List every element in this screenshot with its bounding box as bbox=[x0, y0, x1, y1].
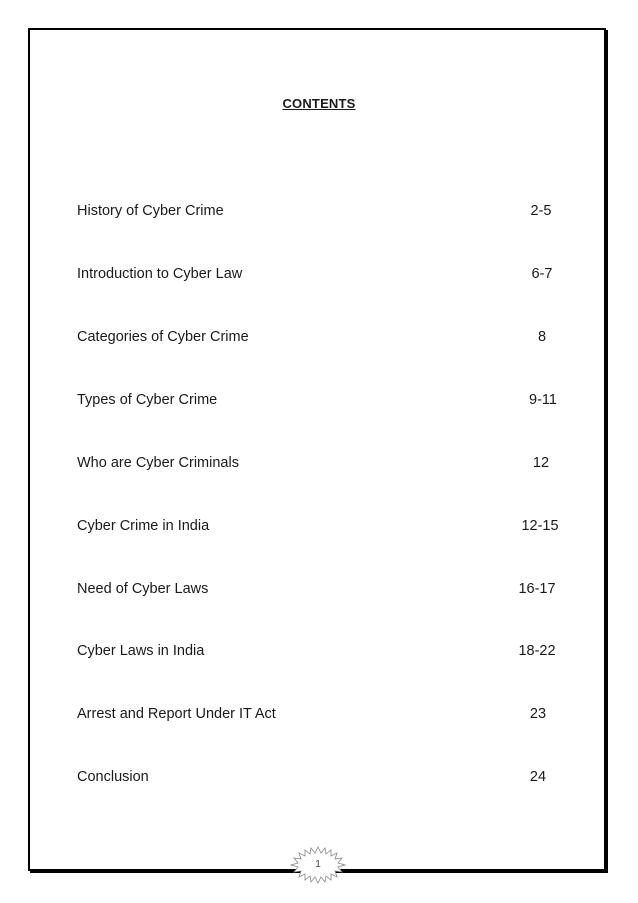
toc-entry-title: Who are Cyber Criminals bbox=[77, 455, 239, 471]
toc-entry-pages: 2-5 bbox=[530, 203, 552, 219]
toc-entry-pages: 24 bbox=[529, 769, 547, 785]
toc-entry bbox=[77, 453, 567, 473]
toc-entry-title: Cyber Laws in India bbox=[77, 643, 205, 659]
toc-entry-title: Need of Cyber Laws bbox=[77, 581, 209, 597]
toc-entry-title: Introduction to Cyber Law bbox=[77, 266, 243, 282]
contents-heading: CONTENTS bbox=[282, 96, 356, 111]
toc-entry-title: History of Cyber Crime bbox=[77, 203, 224, 219]
toc-entry-pages: 12-15 bbox=[521, 518, 559, 534]
toc-entry bbox=[77, 264, 567, 284]
toc-entry-title: Arrest and Report Under IT Act bbox=[77, 706, 276, 722]
toc-entry-title: Types of Cyber Crime bbox=[77, 392, 218, 408]
toc-entry-pages: 23 bbox=[529, 706, 547, 722]
page-number: 1 bbox=[315, 859, 321, 870]
toc-entry bbox=[77, 201, 567, 221]
page-border bbox=[28, 28, 606, 871]
toc-entry bbox=[77, 704, 567, 724]
toc-entry bbox=[77, 390, 567, 410]
toc-entry bbox=[77, 516, 567, 536]
toc-entry-pages: 8 bbox=[537, 329, 547, 345]
toc-entry bbox=[77, 579, 567, 599]
toc-entry-title: Cyber Crime in India bbox=[77, 518, 210, 534]
toc-entry-title: Conclusion bbox=[77, 769, 149, 785]
toc-entry-pages: 9-11 bbox=[529, 392, 557, 408]
page-number-badge bbox=[287, 845, 349, 885]
toc-entry-pages: 6-7 bbox=[531, 266, 553, 282]
toc-entry-pages: 16-17 bbox=[518, 581, 556, 597]
toc-entry bbox=[77, 767, 567, 787]
toc-entry bbox=[77, 641, 567, 661]
toc-entry-pages: 18-22 bbox=[518, 643, 556, 659]
toc-entry-title: Categories of Cyber Crime bbox=[77, 329, 249, 345]
toc-entry-pages: 12 bbox=[532, 455, 550, 471]
toc-entry bbox=[77, 327, 567, 347]
